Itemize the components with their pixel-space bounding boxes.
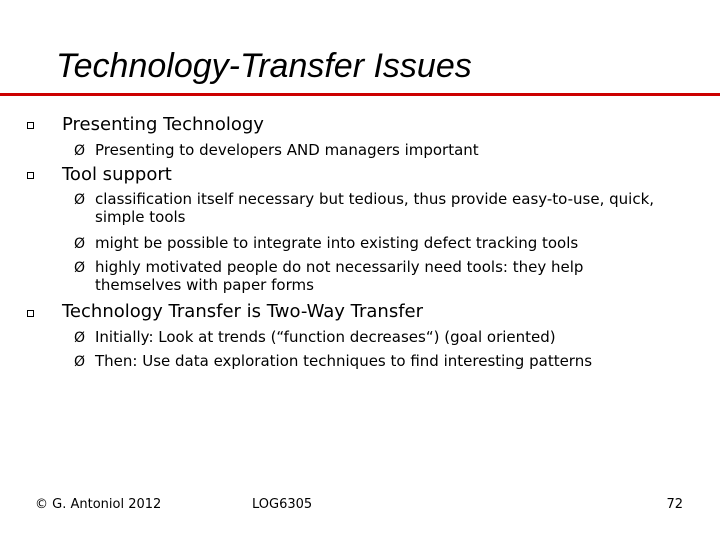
sub-bullet-item: classification itself necessary but tedious, thus provide easy-to-use, quick, simple tools (95, 190, 655, 226)
sub-bullet-item: highly motivated people do not necessarily need tools: they help themselves with paper forms (95, 258, 584, 294)
arrowhead-bullet-icon: Ø (74, 354, 86, 370)
title-divider (0, 93, 720, 96)
bullet-heading-presenting-technology: Presenting Technology (62, 114, 264, 135)
sub-bullet-item: Then: Use data exploration techniques to find interesting patterns (95, 352, 593, 370)
hollow-square-bullet-icon (27, 172, 34, 179)
arrowhead-bullet-icon: Ø (74, 236, 86, 252)
sub-bullet-item: Initially: Look at trends (“function decreases“) (goal oriented) (95, 328, 556, 346)
arrowhead-bullet-icon: Ø (74, 260, 86, 276)
hollow-square-bullet-icon (27, 122, 34, 129)
sub-bullet-item: might be possible to integrate into existing defect tracking tools (95, 234, 579, 252)
sub-bullet-item: Presenting to developers AND managers important (95, 141, 479, 159)
slide-title: Technology-Transfer Issues (56, 47, 472, 85)
arrowhead-bullet-icon: Ø (74, 330, 86, 346)
footer-copyright: © G. Antoniol 2012 (35, 497, 162, 512)
arrowhead-bullet-icon: Ø (74, 192, 86, 208)
bullet-heading-tool-support: Tool support (62, 164, 172, 185)
hollow-square-bullet-icon (27, 310, 34, 317)
footer-page-number: 72 (666, 497, 683, 512)
arrowhead-bullet-icon: Ø (74, 143, 86, 159)
footer-course-code: LOG6305 (252, 497, 313, 512)
bullet-heading-two-way-transfer: Technology Transfer is Two-Way Transfer (62, 301, 424, 322)
